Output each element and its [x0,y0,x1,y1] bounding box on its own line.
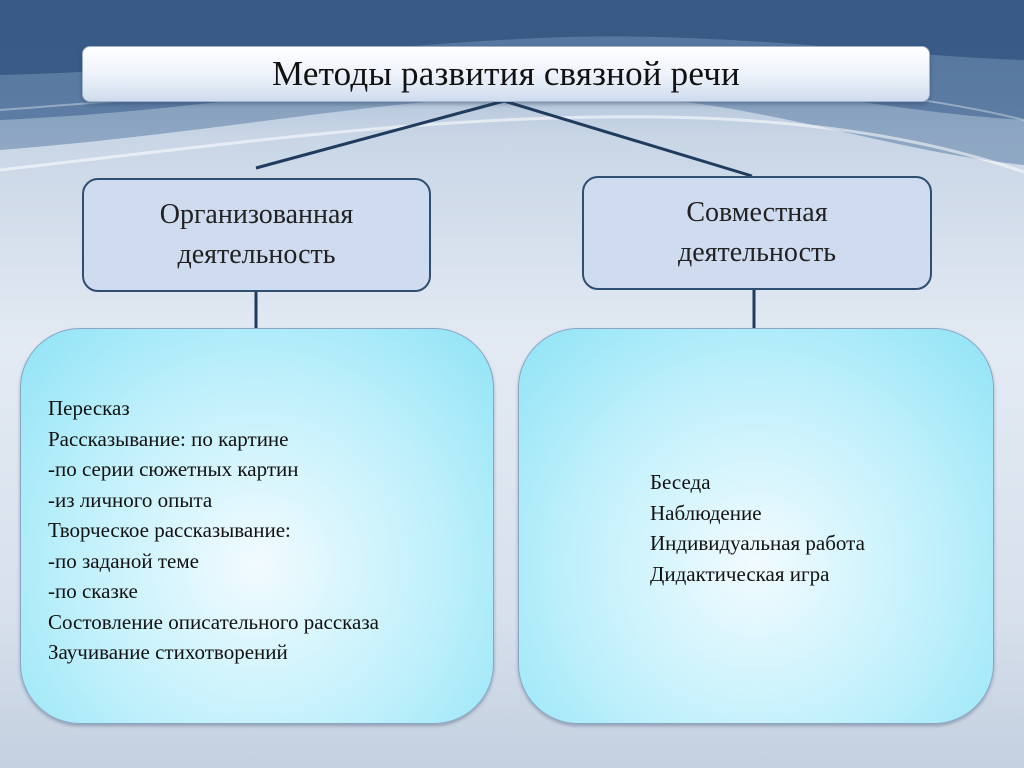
joint-activity-list [518,328,994,724]
list-item: Пересказ [48,396,130,420]
organized-activity-list [20,328,494,724]
list-item: -по заданой теме [48,548,199,573]
category-joint-activity [582,176,932,290]
title-box [82,46,930,102]
list-item: -по сказке [48,579,138,603]
list-item: Индивидуальная работа [650,531,865,555]
list-item: Состовление описательного рассказа [48,609,379,634]
category-right-line1: Совместная [686,197,828,228]
diagram-title: Методы развития связной речи [272,54,740,93]
list-item: Заучивание стихотворений [48,640,288,664]
category-left-line2: деятельность [177,239,336,270]
connector-title-left [256,101,504,168]
list-item: Дидактическая игра [650,561,830,586]
category-left-line1: Организованная [159,199,354,230]
connector-title-right [504,101,752,176]
list-item: -по серии сюжетных картин [48,457,299,481]
list-item: Творческое рассказывание: [48,518,291,542]
category-organized-activity [82,178,431,292]
list-item: Рассказывание: по картине [48,426,289,451]
list-item: -из личного опыта [48,487,213,512]
list-item: Беседа [650,470,711,494]
category-right-line2: деятельность [677,237,837,268]
list-item: Наблюдение [650,500,762,525]
